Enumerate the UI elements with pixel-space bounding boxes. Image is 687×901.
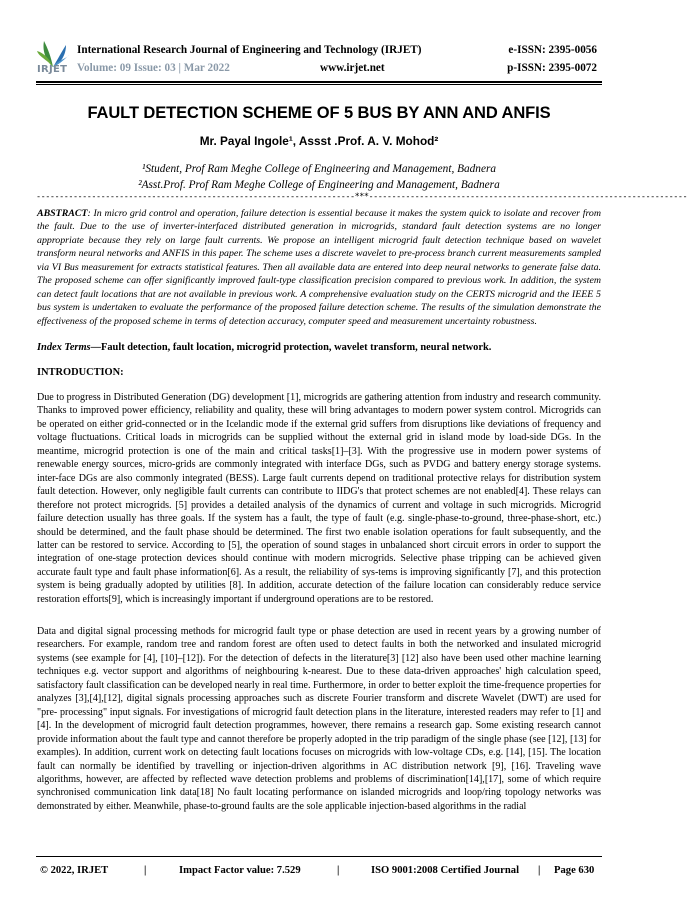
journal-url[interactable]: www.irjet.net xyxy=(320,62,385,74)
footer-page-number: Page 630 xyxy=(554,865,595,876)
affiliation-2: ²Asst.Prof. Prof Ram Meghe College of Engineering and Management, Badnera xyxy=(138,179,500,191)
page-footer xyxy=(36,865,602,881)
abstract-text: : In micro grid control and operation, failure detection is essential because it makes the system quick to isolate and recover from the fault. Due to the use of inverter-interfaced distributed generation in microgrids, standard fault detection systems are no longer appropriate because they rely on large fault currents. We propose an intelligent microgrid fault detection technique based on wavelet transform neural networks and ANFIS in this paper. The scheme uses a discrete wavelet to pre-process branch current measurements sampled via VI Bus measurement for extracts statistical features. Then all available data are entered into deep neural networks to generate false data. The proposed scheme can offer significantly improved fault-type classification precision compared to previous work. In addition, the system can detect fault locations that are not available in previous work. A comprehensive evaluation study on the CERTS microgrid and the IEEE 5 bus system is undertaken to evaluate the performance of the proposed failure detection scheme. The results of the simulation demonstrate the effectiveness of the proposed scheme in terms of detection accuracy, computer speed and measurement uncertainty robustness. xyxy=(37,208,601,327)
index-terms-text: —Fault detection, fault location, microgrid protection, wavelet transform, neural network. xyxy=(90,342,492,353)
footer-impact-factor: Impact Factor value: 7.529 xyxy=(179,865,301,876)
footer-separator: | xyxy=(337,865,340,876)
journal-name: International Research Journal of Engineering and Technology (IRJET) xyxy=(77,44,422,56)
footer-separator: | xyxy=(538,865,541,876)
p-issn: p-ISSN: 2395-0072 xyxy=(507,62,597,74)
abstract-label: ABSTRACT xyxy=(37,208,88,219)
index-terms xyxy=(37,342,601,353)
introduction-heading: INTRODUCTION: xyxy=(37,367,124,378)
footer-iso: ISO 9001:2008 Certified Journal xyxy=(371,865,520,876)
affiliation-1: ¹Student, Prof Ram Meghe College of Engineering and Management, Badnera xyxy=(141,163,497,175)
paper-title: FAULT DETECTION SCHEME OF 5 BUS BY ANN AND ANFIS xyxy=(87,104,551,122)
index-terms-label: Index Terms xyxy=(37,342,91,353)
paper-authors: Mr. Payal Ingole¹, Assst .Prof. A. V. Mohod² xyxy=(199,134,439,148)
e-issn: e-ISSN: 2395-0056 xyxy=(508,44,597,56)
abstract xyxy=(37,207,601,328)
intro-paragraph-2: Data and digital signal processing methods for microgrid fault type or phase detection are used in recent years by a growing number of researchers. For example, random tree and random forest are often used to detect faults in both the networked and insulated microgrid systems (see example for [4], [10]–[12]). For the detection of defects in the literature[3] [12] also have been used other machine learning techniques e.g. vector support and algorithms of neighbouring k-nearest. Due to these data-driven approaches' high calculation speed, satisfactory fault classification can be developed nearly in real time. Furthermore, in order to better exploit the time-frequence properties for analyzes [3],[4],[12], digital signals processing approaches such as discrete Fourier transform and discrete Wavelet (DWT) are used for "pre- processing" input signals. For investigations of microgrid fault detection plans in the literature, interested readers may refer to [1] and [4]. In the development of microgrid fault detection programmes, however, there remains a research gap. Some existing research cannot provide information about the fault type and cannot therefore be properly adopted in the trip paradigm of the single phase (see [12], [13] for examples). In addition, current work on detecting fault locations focuses on microgrids with low-voltage CDs, e.g. [14], [15]. The location fault can normally be identified by travelling or injection-driven algorithms in AC distribution network [9], [16]. Traveling wave algorithms, however, are affected by reflected wave detection problems and problems of discrimination[14],[17], some of which require synchronised communication link data[18] No fault locating performance on islanded microgrids and loop/ring topology networks was demonstrated by either. Meanwhile, phase-to-ground faults are the sole applicable injection-based algorithms in the radial xyxy=(37,626,601,812)
header-divider xyxy=(36,81,602,85)
footer-divider xyxy=(36,856,602,857)
irjet-logo-text: IRJET xyxy=(37,64,68,75)
section-separator: ---------------------------------------------------------------------***--------------------------------------------------------------------- xyxy=(36,192,687,202)
footer-copyright: © 2022, IRJET xyxy=(40,865,109,876)
volume-issue: Volume: 09 Issue: 03 | Mar 2022 xyxy=(77,62,230,74)
intro-paragraph-1: Due to progress in Distributed Generation (DG) development [1], microgrids are gathering attention from industry and research community. Thanks to improved power efficiency, reliability and quality, these will bring advantages to modern power system control. Microgrids can be operated on either grid-connected or in the Icelandic mode if the external grid suffers from disruptions like deviations of frequency and voltage fluctuations. Critical loads in microgrids can be supplied without the external grid in island mode by load-side DGs. In the meantime, microgrid protection is one of the main and critical tasks[1]–[3]. With the progressive use in modern power systems of renewable energy sources, micro-grids are commonly integrated with interface DGs, such as PVDG and battery energy storage systems. inter-face DGs are also commonly integrated (BESS). Large fault currents depend on traditional protective relays for distribution system fault detection. However, only negligible fault currents can contribute to IIDG's that protect schemes are not enabled[4]. These relays can therefore not protect microgrids. [5] provides a detailed analysis of the dynamics of current and voltage in such microgrids. Microgrid failure detection usually has three goals. If the system has a fault, the type of fault (e.g. single-phase-to-ground, three-phase-short, etc.) should be determined, and the fault phase should be determined. The first two enable isolation operations for fault subsequently, and the latter can be restored to service. According to [5], the operation of sound stages in unbalanced short circuit errors in order to support the integration of one-stage protection devices should continue with modern microgrids. Selective phase tripping can be achieved given accurate fault type and fault phase information[6]. As a result, the reliability of sys-tems is improving significantly [7], and this protection system is being gradually adopted by utilities [8]. In addition, accurate detection of the failure location can considerably reduce service restoration efforts[9], which is increasingly important if underground operations are to be restored. xyxy=(37,392,601,605)
footer-separator: | xyxy=(144,865,147,876)
